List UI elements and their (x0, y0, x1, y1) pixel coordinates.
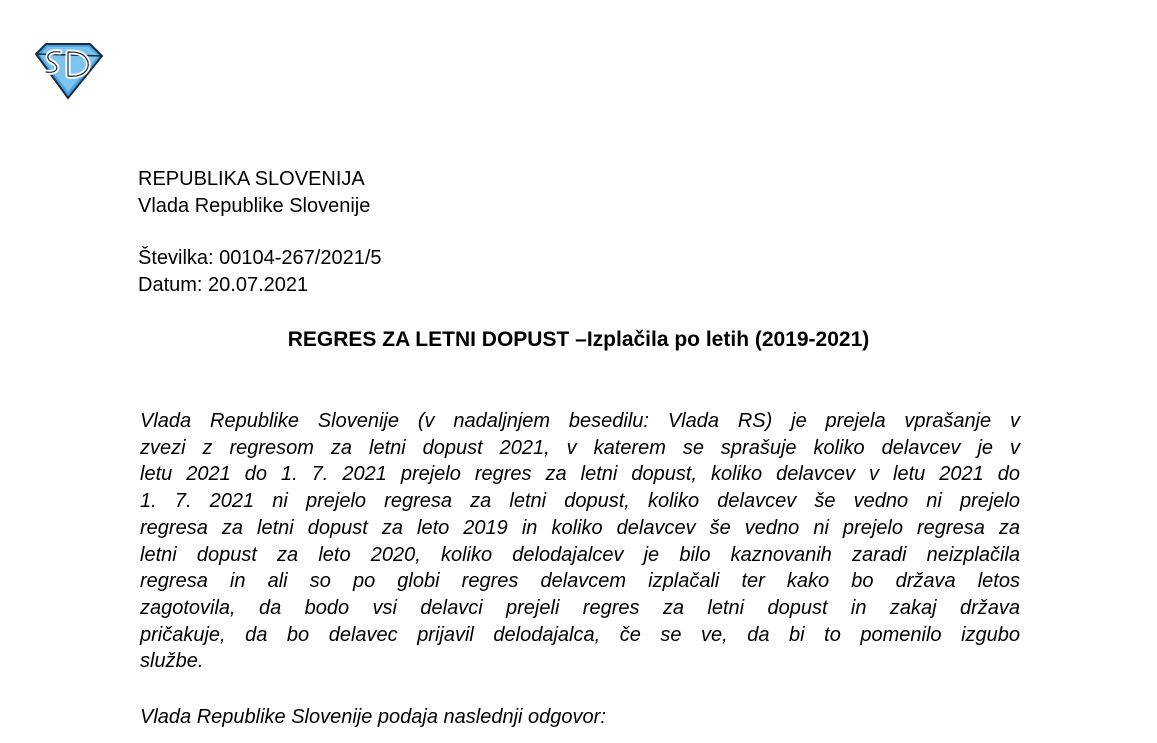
question-paragraph (140, 408, 1020, 675)
document-number: Številka: 00104-267/2021/5 (138, 247, 382, 269)
answer-intro: Vlada Republike Slovenije podaja naslednji odgovor: (140, 706, 606, 728)
paragraph-line: regresa za letni dopust za leto 2019 in koliko delavcev še vedno ni prejelo regresa za (140, 516, 1020, 539)
paragraph-line: zvezi z regresom za letni dopust 2021, v katerem se sprašuje koliko delavcev je v (140, 436, 1020, 459)
sd-diamond-logo-icon (30, 40, 106, 100)
paragraph-line: službe. (140, 650, 204, 673)
document-title: REGRES ZA LETNI DOPUST –Izplačila po letih (2019-2021) (287, 328, 870, 351)
document-meta (138, 245, 382, 299)
paragraph-line: Vlada Republike Slovenije (v nadaljnjem besedilu: Vlada RS) je prejela vprašanje v (140, 410, 1020, 432)
paragraph-line: letu 2021 do 1. 7. 2021 prejelo regres za letni dopust, koliko delavcev v letu 2021 do (140, 463, 1020, 486)
republic-name: REPUBLIKA SLOVENIJA (138, 168, 365, 190)
government-name: Vlada Republike Slovenije (138, 195, 371, 217)
paragraph-line: regresa in ali so po globi regres delavcem izplačali ter kako bo država letos (140, 570, 1020, 593)
letterhead (138, 166, 370, 220)
paragraph-line: pričakuje, da bo delavec prijavil delodajalca, če se ve, da bi to pomenilo izgubo (140, 623, 1020, 646)
document-date: Datum: 20.07.2021 (138, 274, 309, 296)
paragraph-line: 1. 7. 2021 ni prejelo regresa za letni dopust, koliko delavcev še vedno ni prejelo (140, 490, 1020, 513)
paragraph-line: zagotovila, da bodo vsi delavci prejeli regres za letni dopust in zakaj država (140, 596, 1020, 619)
paragraph-line: letni dopust za leto 2020, koliko delodajalcev je bilo kaznovanih zaradi neizplačila (140, 543, 1020, 566)
